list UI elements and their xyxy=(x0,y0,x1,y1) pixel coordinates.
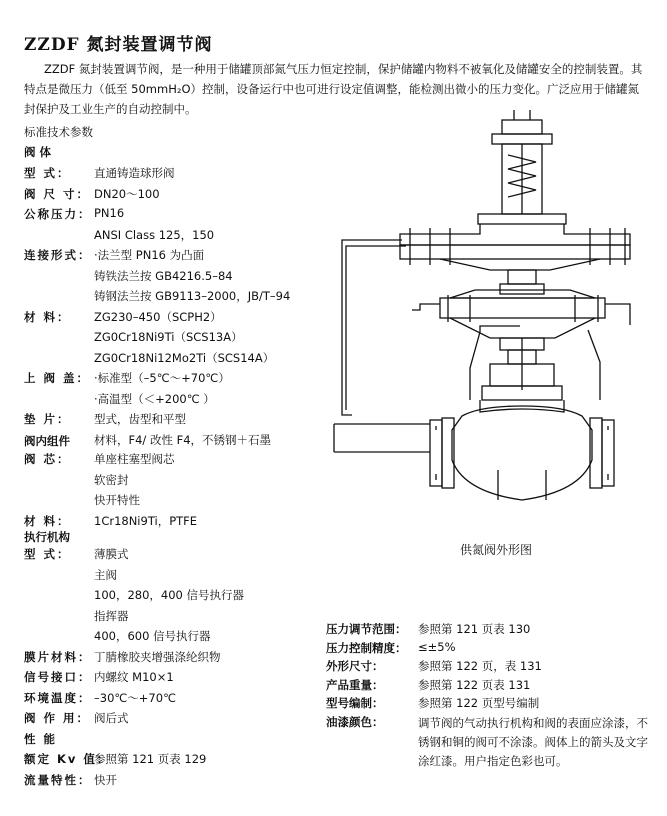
spec-value: 参照第 121 页表 129 xyxy=(94,752,207,766)
spec-label: 额定 Kv 值： xyxy=(24,752,111,766)
spec-value: ZG0Cr18Ni9Ti（SCS13A） xyxy=(94,330,243,344)
spec-value: 100，280，400 信号执行器 xyxy=(94,588,245,602)
right-spec-value: 参照第 122 页表 131 xyxy=(418,677,531,692)
figure-caption: 供氮阀外形图 xyxy=(460,543,533,557)
spec-value: 单座柱塞型阀芯 xyxy=(94,452,175,466)
spec-value: ·标准型（–5℃～+70℃） xyxy=(94,371,230,385)
spec-label: 连接形式： xyxy=(24,248,92,262)
spec-label: 材 料： xyxy=(24,309,71,324)
right-spec-label: 压力调节范围： xyxy=(326,622,407,636)
spec-label: 信号接口： xyxy=(24,670,92,684)
spec-value: ANSI Class 125，150 xyxy=(94,227,215,242)
spec-value: PN16 xyxy=(94,206,125,220)
right-spec-value: 参照第 121 页表 130 xyxy=(418,622,531,636)
right-spec-value: 参照第 122 页型号编制 xyxy=(418,696,540,711)
spec-value: 指挥器 xyxy=(94,608,129,623)
spec-value: 快开 xyxy=(94,772,117,787)
spec-value: 铸钢法兰按 GB9113–2000，JB/T–94 xyxy=(94,289,291,303)
spec-label: 性 能 xyxy=(24,731,58,746)
spring-housing xyxy=(492,110,552,214)
section-title: 标准技术参数 xyxy=(24,125,93,139)
group-valve-body: 阀 体 xyxy=(24,145,52,159)
spec-label: 型 式： xyxy=(24,166,71,180)
group-actuator: 执行机构 xyxy=(24,530,70,544)
spec-label: 公称压力： xyxy=(24,207,92,221)
right-spec-value: 参照第 122 页，表 131 xyxy=(418,659,542,674)
spec-value: ·法兰型 PN16 为凸面 xyxy=(94,248,205,262)
pilot-diaphragm xyxy=(400,214,630,284)
spec-value: 400，600 信号执行器 xyxy=(94,629,211,643)
spec-value: 型式，齿型和平型 xyxy=(94,412,186,426)
spec-value: 阀后式 xyxy=(94,711,129,725)
flanges xyxy=(430,418,614,488)
spec-value: ZG230–450（SCPH2） xyxy=(94,309,222,324)
spec-value: 1Cr18Ni9Ti，PTFE xyxy=(94,513,198,528)
spec-label: 阀 尺 寸： xyxy=(24,186,91,201)
spec-label: 阀 芯： xyxy=(24,452,71,466)
spec-value: 材料，F4/ 改性 F4，不锈钢＋石墨 xyxy=(94,432,272,447)
right-spec-value: ≤±5% xyxy=(418,639,456,654)
spec-value: 快开特性 xyxy=(94,493,140,507)
inlet-pipe xyxy=(334,424,430,452)
spec-value: ZG0Cr18Ni12Mo2Ti（SCS14A） xyxy=(94,350,275,365)
spec-value: 丁腈橡胶夹增强涤纶织物 xyxy=(94,649,221,664)
spec-label: 上 阀 盖： xyxy=(24,371,91,385)
main-actuator xyxy=(412,284,630,338)
intro-text: ZZDF 氮封装置调节阀，是一种用于储罐顶部氮气压力恒定控制，保护储罐内物料不被氧化及储罐安全的控制装置。其特点是微压力（低至 50mmH₂O）控制，设备运行中也可进行设定值调整，能检测出微小的压力变化。广泛应用于储罐氮封保护及工业生产的自动控制中。 xyxy=(24,62,643,116)
spec-label: 膜片材料： xyxy=(24,649,92,664)
spec-label: 环境温度： xyxy=(24,690,92,705)
spec-value: DN20～100 xyxy=(94,186,160,201)
right-spec-label: 产品重量： xyxy=(326,677,384,692)
page-title: ZZDF 氮封装置调节阀 xyxy=(24,35,213,55)
spec-value: 直通铸造球形阀 xyxy=(94,166,175,180)
right-spec-label: 压力控制精度： xyxy=(326,640,407,655)
spec-label: 垫 片： xyxy=(24,412,71,426)
right-spec-label: 外形尺寸： xyxy=(326,659,384,674)
group-valve-internals: 阀内组件 xyxy=(24,434,70,448)
spec-value: 主阀 xyxy=(94,567,117,582)
spec-label: 流量特性： xyxy=(24,772,92,787)
spec-value: 软密封 xyxy=(94,472,129,487)
right-spec-label: 油漆颜色： xyxy=(326,715,384,729)
valve-body xyxy=(452,386,592,500)
spec-value: 内螺纹 M10×1 xyxy=(94,670,174,684)
spec-value: –30℃～+70℃ xyxy=(94,690,176,705)
valve-drawing xyxy=(330,100,650,520)
right-spec-label: 型号编制： xyxy=(326,696,384,711)
spec-label: 阀 作 用： xyxy=(24,711,91,725)
spec-label: 材 料： xyxy=(24,513,71,528)
spec-value: 薄膜式 xyxy=(94,547,129,561)
spec-label: 型 式： xyxy=(24,547,71,561)
paint-description: 调节阀的气动执行机构和阀的表面应涂漆，不锈钢和铜的阀可不涂漆。阀体上的箭头及文字涂红漆。用户指定色彩也可。 xyxy=(418,716,648,768)
spec-value: ·高温型（＜+200℃ ） xyxy=(94,391,215,406)
sensing-line xyxy=(342,240,406,415)
spec-value: 铸铁法兰按 GB4216.5–84 xyxy=(94,268,233,283)
